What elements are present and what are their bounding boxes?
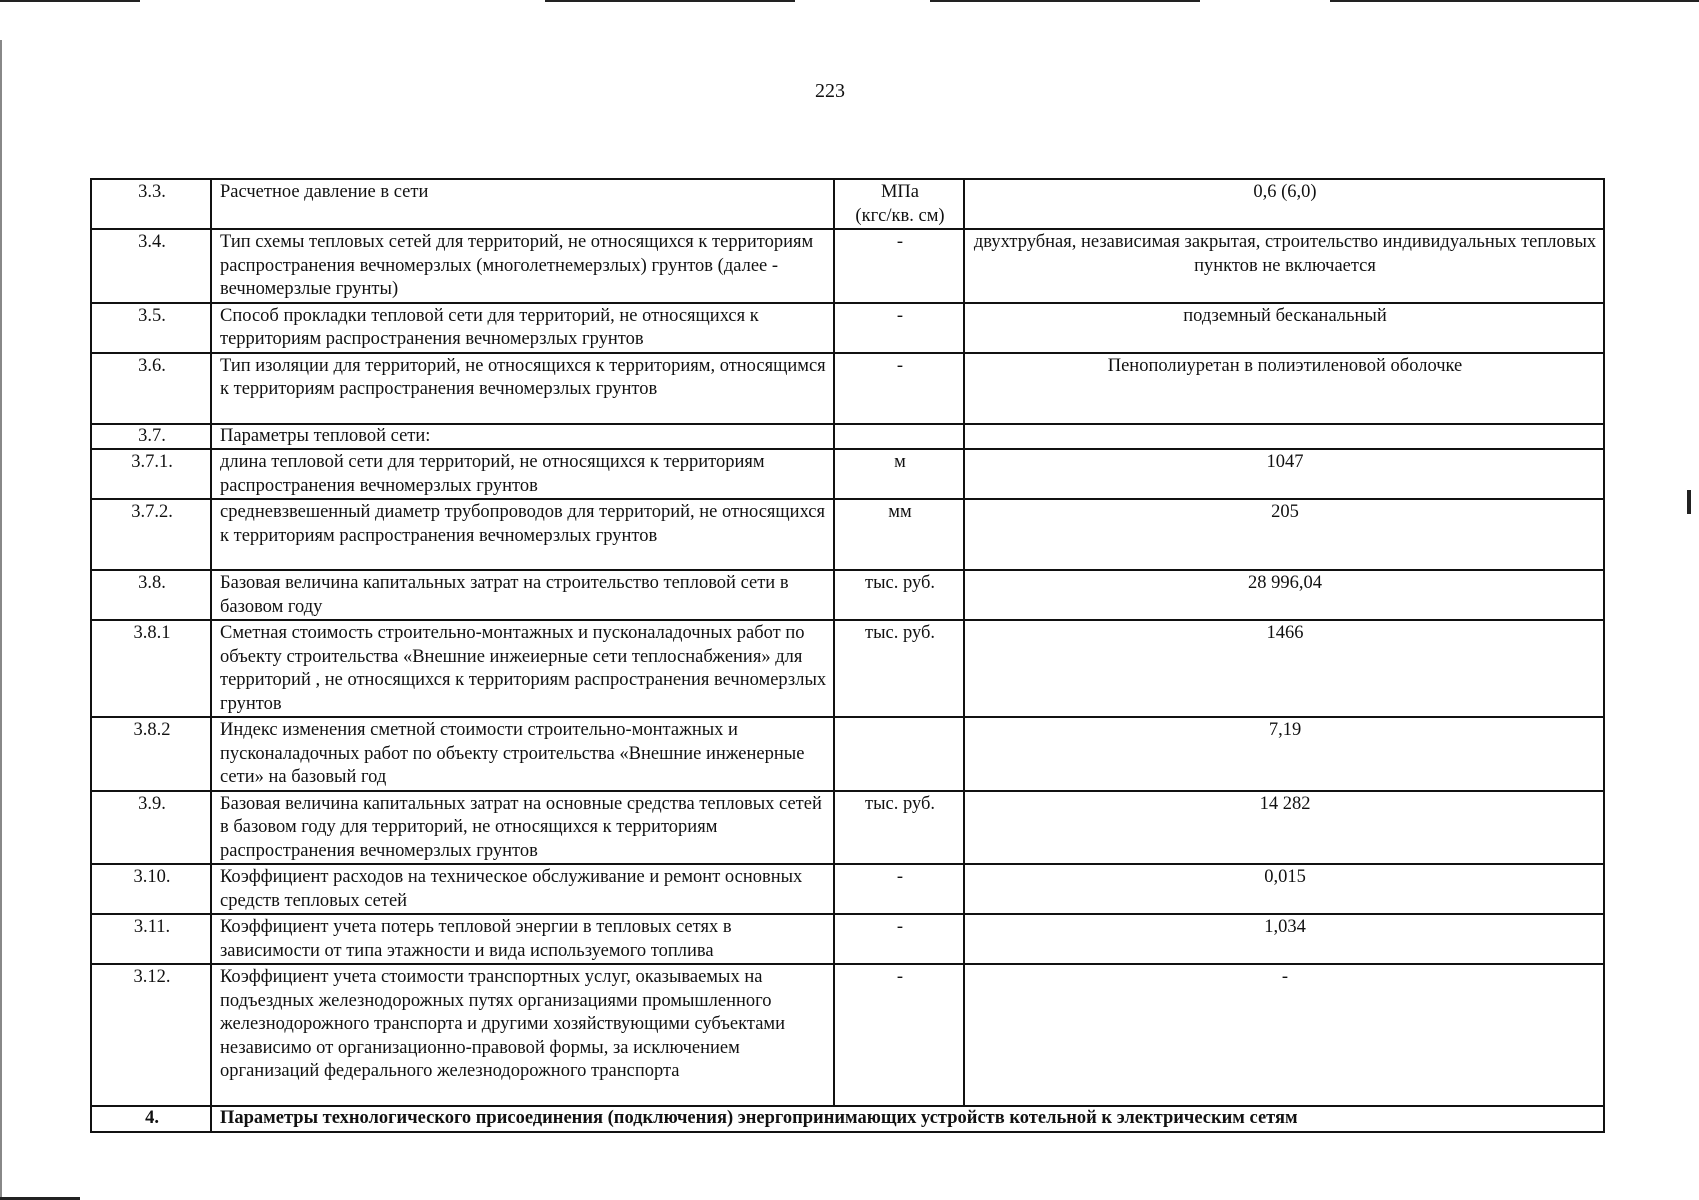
row-name: Сметная стоимость строительно-монтажных и пусконаладочных работ по объекту строительства «Внешние инжеиерные сети теплоснабжения» для территорий , не относящихся к территориям распространения вечномерзлых грунтов	[211, 620, 834, 717]
table-row	[91, 570, 1604, 620]
row-number: 3.6.	[91, 353, 211, 424]
section-title: Параметры технологического присоединения (подключения) энергопринимающих устройств котельной к электрическим сетям	[211, 1106, 1604, 1132]
row-number: 3.7.2.	[91, 499, 211, 570]
row-number: 3.9.	[91, 791, 211, 865]
row-name: Тип схемы тепловых сетей для территорий, не относящихся к территориям распространения вечномерзлых (многолетнемерзлых) грунтов (далее - вечномерзлые грунты)	[211, 229, 834, 303]
row-value: подземный бесканальный	[964, 303, 1604, 353]
row-unit: МПа (кгс/кв. см)	[834, 179, 964, 229]
row-number: 3.11.	[91, 914, 211, 964]
row-name: Базовая величина капитальных затрат на основные средства тепловых сетей в базовом году для территорий, не относящихся к территориям распространения вечномерзлых грунтов	[211, 791, 834, 865]
table-row	[91, 229, 1604, 303]
scan-edge-line	[1330, 0, 1699, 2]
row-value: 205	[964, 499, 1604, 570]
row-unit: -	[834, 303, 964, 353]
row-name: Индекс изменения сметной стоимости строительно-монтажных и пусконаладочных работ по объекту строительства «Внешние инженерные сети» на базовый год	[211, 717, 834, 791]
table-row	[91, 620, 1604, 717]
table-row	[91, 791, 1604, 865]
row-value: 0,015	[964, 864, 1604, 914]
section-number: 4.	[91, 1106, 211, 1132]
row-value: 14 282	[964, 791, 1604, 865]
parameters-table	[90, 178, 1605, 1133]
row-value: 1,034	[964, 914, 1604, 964]
row-name: Базовая величина капитальных затрат на строительство тепловой сети в базовом году	[211, 570, 834, 620]
row-name: Тип изоляции для территорий, не относящихся к территориям, относящимся к территориям распространения вечномерзлых грунтов	[211, 353, 834, 424]
row-unit	[834, 717, 964, 791]
row-unit: -	[834, 864, 964, 914]
row-name: Способ прокладки тепловой сети для территорий, не относящихся к территориям распространения вечномерзлых грунтов	[211, 303, 834, 353]
table-row	[91, 179, 1604, 229]
row-value: 28 996,04	[964, 570, 1604, 620]
scan-edge-line	[930, 0, 1200, 2]
row-unit: мм	[834, 499, 964, 570]
row-number: 3.8.1	[91, 620, 211, 717]
row-name: средневзвешенный диаметр трубопроводов для территорий, не относящихся к территориям распространения вечномерзлых грунтов	[211, 499, 834, 570]
table-row	[91, 964, 1604, 1106]
row-unit: тыс. руб.	[834, 570, 964, 620]
row-name: Параметры тепловой сети:	[211, 424, 834, 450]
row-number: 3.4.	[91, 229, 211, 303]
row-unit: тыс. руб.	[834, 791, 964, 865]
table-row	[91, 303, 1604, 353]
row-name: Коэффициент учета стоимости транспортных услуг, оказываемых на подъездных железнодорожных путях организациями промышленного железнодорожного транспорта и другими хозяйствующими субъектами независимо от организационно-правовой формы, за исключением организаций федерального железнодорожного транспорта	[211, 964, 834, 1106]
scan-mark	[1687, 490, 1691, 514]
row-name: Коэффициент учета потерь тепловой энергии в тепловых сетях в зависимости от типа этажности и вида используемого топлива	[211, 914, 834, 964]
row-name: длина тепловой сети для территорий, не относящихся к территориям распространения вечномерзлых грунтов	[211, 449, 834, 499]
row-unit: тыс. руб.	[834, 620, 964, 717]
row-value: Пенополиуретан в полиэтиленовой оболочке	[964, 353, 1604, 424]
scan-edge-line	[0, 40, 2, 1200]
table-row	[91, 353, 1604, 424]
row-name: Коэффициент расходов на техническое обслуживание и ремонт основных средств тепловых сетей	[211, 864, 834, 914]
row-number: 3.8.2	[91, 717, 211, 791]
row-unit: -	[834, 353, 964, 424]
table-row	[91, 424, 1604, 450]
row-unit: -	[834, 229, 964, 303]
row-unit: м	[834, 449, 964, 499]
table-row	[91, 717, 1604, 791]
table-row	[91, 499, 1604, 570]
row-value: 1466	[964, 620, 1604, 717]
row-number: 3.10.	[91, 864, 211, 914]
row-number: 3.5.	[91, 303, 211, 353]
row-number: 3.12.	[91, 964, 211, 1106]
scan-edge-line	[545, 0, 795, 2]
row-name: Расчетное давление в сети	[211, 179, 834, 229]
row-value: 0,6 (6,0)	[964, 179, 1604, 229]
table-row	[91, 914, 1604, 964]
row-number: 3.7.	[91, 424, 211, 450]
row-number: 3.8.	[91, 570, 211, 620]
row-value: 7,19	[964, 717, 1604, 791]
section-row	[91, 1106, 1604, 1132]
row-unit: -	[834, 964, 964, 1106]
row-number: 3.7.1.	[91, 449, 211, 499]
row-number: 3.3.	[91, 179, 211, 229]
row-value: двухтрубная, независимая закрытая, строительство индивидуальных тепловых пунктов не включается	[964, 229, 1604, 303]
table-row	[91, 864, 1604, 914]
page-number: 223	[815, 80, 845, 102]
table-row	[91, 449, 1604, 499]
scan-edge-line	[0, 0, 140, 2]
row-value	[964, 424, 1604, 450]
row-unit: -	[834, 914, 964, 964]
row-unit	[834, 424, 964, 450]
row-value: -	[964, 964, 1604, 1106]
row-value: 1047	[964, 449, 1604, 499]
